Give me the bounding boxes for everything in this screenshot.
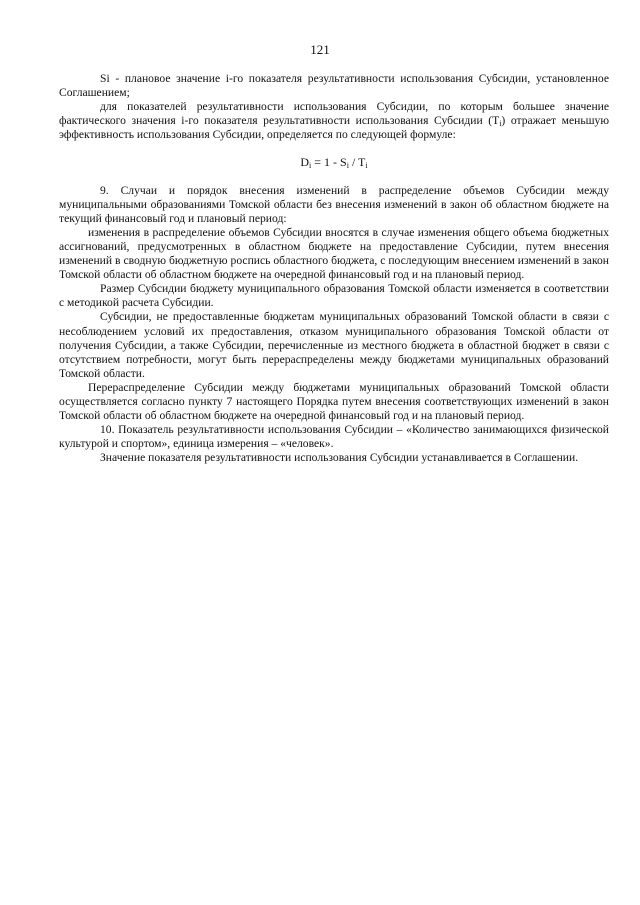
formula-t-subscript: i <box>365 161 368 171</box>
page-number: 121 <box>310 42 330 57</box>
paragraph-section-9: 9. Случаи и порядок внесения изменений в распределение объемов Субсидии между муниципальными образованиями Томской области без внесения изменений в закон об областном бюджете на текущий финансовый год и плановый период: <box>59 183 609 225</box>
formula-d: D <box>300 155 310 170</box>
formula-s-subscript: i <box>346 161 349 171</box>
paragraph-changes-distribution: изменения в распределение объемов Субсидии вносятся в случае изменения общего объема бюджетных ассигнований, предусмотренных в областном бюджете на предоставление Субсидии, путем внесения изменений в сводную бюджетную роспись областного бюджета, с последующим внесением изменений в закон Томской области об областном бюджете на очередной финансовый год и на плановый период. <box>59 225 609 282</box>
paragraph-subsidy-size: Размер Субсидии бюджету муниципального образования Томской области изменяется в соответствии с методикой расчета Субсидии. <box>59 282 609 310</box>
document-body <box>59 72 609 465</box>
paragraph-si-definition: Si - плановое значение i-го показателя результативности использования Субсидии, установленное Соглашением; <box>59 72 609 100</box>
formula-intro-text-end: ) отражает меньшую эффективность использования Субсидии, определяется по следующей формуле: <box>59 114 609 142</box>
formula-eq: = 1 - S <box>311 155 347 170</box>
formula-d-subscript: i <box>309 161 312 171</box>
paragraph-formula-intro <box>59 100 609 142</box>
paragraph-section-10: 10. Показатель результативности использования Субсидии – «Количество занимающихся физической культурой и спортом», единица измерения – «человек». <box>59 423 609 451</box>
paragraph-redistribution-unused: Субсидии, не предоставленные бюджетам муниципальных образований Томской области в связи с несоблюдением условий их предоставления, отказом муниципального образования Томской области от получения Субсидии, а также Субсидии, перечисленные из местного бюджета в областной бюджет в связи с отсутствием потребности, могут быть перераспределены между бюджетами муниципальных образований Томской области. <box>59 310 609 380</box>
paragraph-indicator-value: Значение показателя результативности использования Субсидии устанавливается в Соглашении. <box>100 451 579 465</box>
paragraph-redistribution-procedure: Перераспределение Субсидии между бюджетами муниципальных образований Томской области осуществляется согласно пункту 7 настоящего Порядка путем внесения соответствующих изменений в закон Томской области об областном бюджете на очередной финансовый год и на плановый период. <box>59 380 609 423</box>
formula-div: / T <box>348 155 366 170</box>
formula-intro-text: для показателей результативности использования Субсидии, по которым большее значение фактического значения i-го показателя результативности использования Субсидии (T <box>59 100 609 128</box>
formula <box>59 155 609 169</box>
formula-intro-subscript: i <box>499 119 502 129</box>
